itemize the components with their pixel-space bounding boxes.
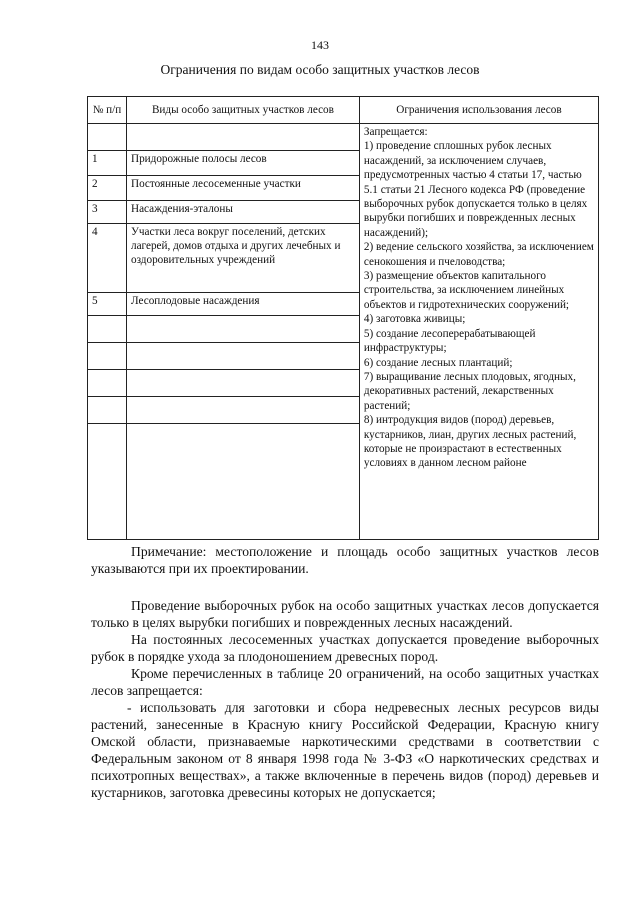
row-number: 4 [88,224,127,293]
table-cell-empty [126,424,359,540]
row-area-type: Лесоплодовые насаждения [126,293,359,316]
header-area-types: Виды особо защитных участков лесов [126,97,359,124]
restriction-item: 8) интродукция видов (пород) деревьев, кустарников, лиан, других лесных растений, которые не произрастают в естественных условиях в данном лесном районе [363,414,577,470]
row-number: 1 [88,151,127,176]
note-text: Примечание: местоположение и площадь особо защитных участков лесов указываются при их проектировании. [91,544,599,576]
table-cell-empty [88,424,127,540]
restriction-item: 1) проведение сплошных рубок лесных насаждений, за исключением случаев, предусмотренных частью 4 статьи 17, частью 5.1 статьи 21 Лесного кодекса РФ (проведение выборочных рубок допускается только в целях вырубки погибших и поврежденных лесных насаждений); [363,140,588,239]
table-title: Ограничения по видам особо защитных участков лесов [160,62,480,77]
restrictions-cell [359,124,598,540]
restrictions-intro: Запрещается: [363,126,428,138]
row-number: 5 [88,293,127,316]
table-cell-empty [88,397,127,424]
row-area-type: Придорожные полосы лесов [126,151,359,176]
table-cell-empty [126,316,359,343]
restrictions-table [87,96,599,540]
restriction-item: 6) создание лесных плантаций; [363,356,513,369]
list-item: - использовать для заготовки и сбора недревесных лесных ресурсов виды растений, занесенные в Красную книгу Российской Федерации, Красную книгу Омской области, признаваемые наркотическими средствами в соответствии с Федеральным законом от 8 января 1998 года № 3-ФЗ «О наркотических средствах и психотропных веществах», а также включенные в перечень видов (пород) деревьев и кустарников, заготовка древесины которых не допускается; [91,700,599,800]
row-number: 2 [88,176,127,201]
table-cell-empty [126,343,359,370]
table-header-row [88,97,599,124]
table-cell-empty [126,397,359,424]
table-cell-empty [88,316,127,343]
row-area-type: Участки леса вокруг поселений, детских лагерей, домов отдыха и других лечебных и оздоровительных учреждений [126,224,359,293]
header-number: № п/п [88,97,127,124]
table-cell-empty [88,124,127,151]
note-block [91,543,599,577]
paragraph: Кроме перечисленных в таблице 20 ограничений, на особо защитных участках лесов запрещается: [91,666,599,698]
row-number: 3 [88,201,127,224]
restriction-item: 7) выращивание лесных плодовых, ягодных, декоративных растений, лекарственных растений; [363,370,576,412]
table-cell-empty [126,370,359,397]
page-number: 143 [311,38,329,52]
restriction-item: 2) ведение сельского хозяйства, за исключением сенокошения и пчеловодства; [363,241,594,268]
table-row [88,124,599,151]
table-cell-empty [126,124,359,151]
header-restrictions: Ограничения использования лесов [359,97,598,124]
row-area-type: Постоянные лесосеменные участки [126,176,359,201]
restriction-item: 3) размещение объектов капитального строительства, за исключением линейных объектов и гидротехнических сооружений; [363,270,570,311]
table-cell-empty [88,370,127,397]
restriction-item: 4) заготовка живицы; [363,313,466,326]
paragraph: Проведение выборочных рубок на особо защитных участках лесов допускается только в целях вырубки погибших и поврежденных лесных насаждений. [91,598,599,630]
paragraph: На постоянных лесосеменных участках допускается проведение выборочных рубок в порядке ухода за плодоношением древесных пород. [91,632,599,664]
restriction-item: 5) создание лесоперерабатывающей инфраструктуры; [363,327,536,355]
body-text [91,597,599,801]
row-area-type: Насаждения-эталоны [126,201,359,224]
table-cell-empty [88,343,127,370]
